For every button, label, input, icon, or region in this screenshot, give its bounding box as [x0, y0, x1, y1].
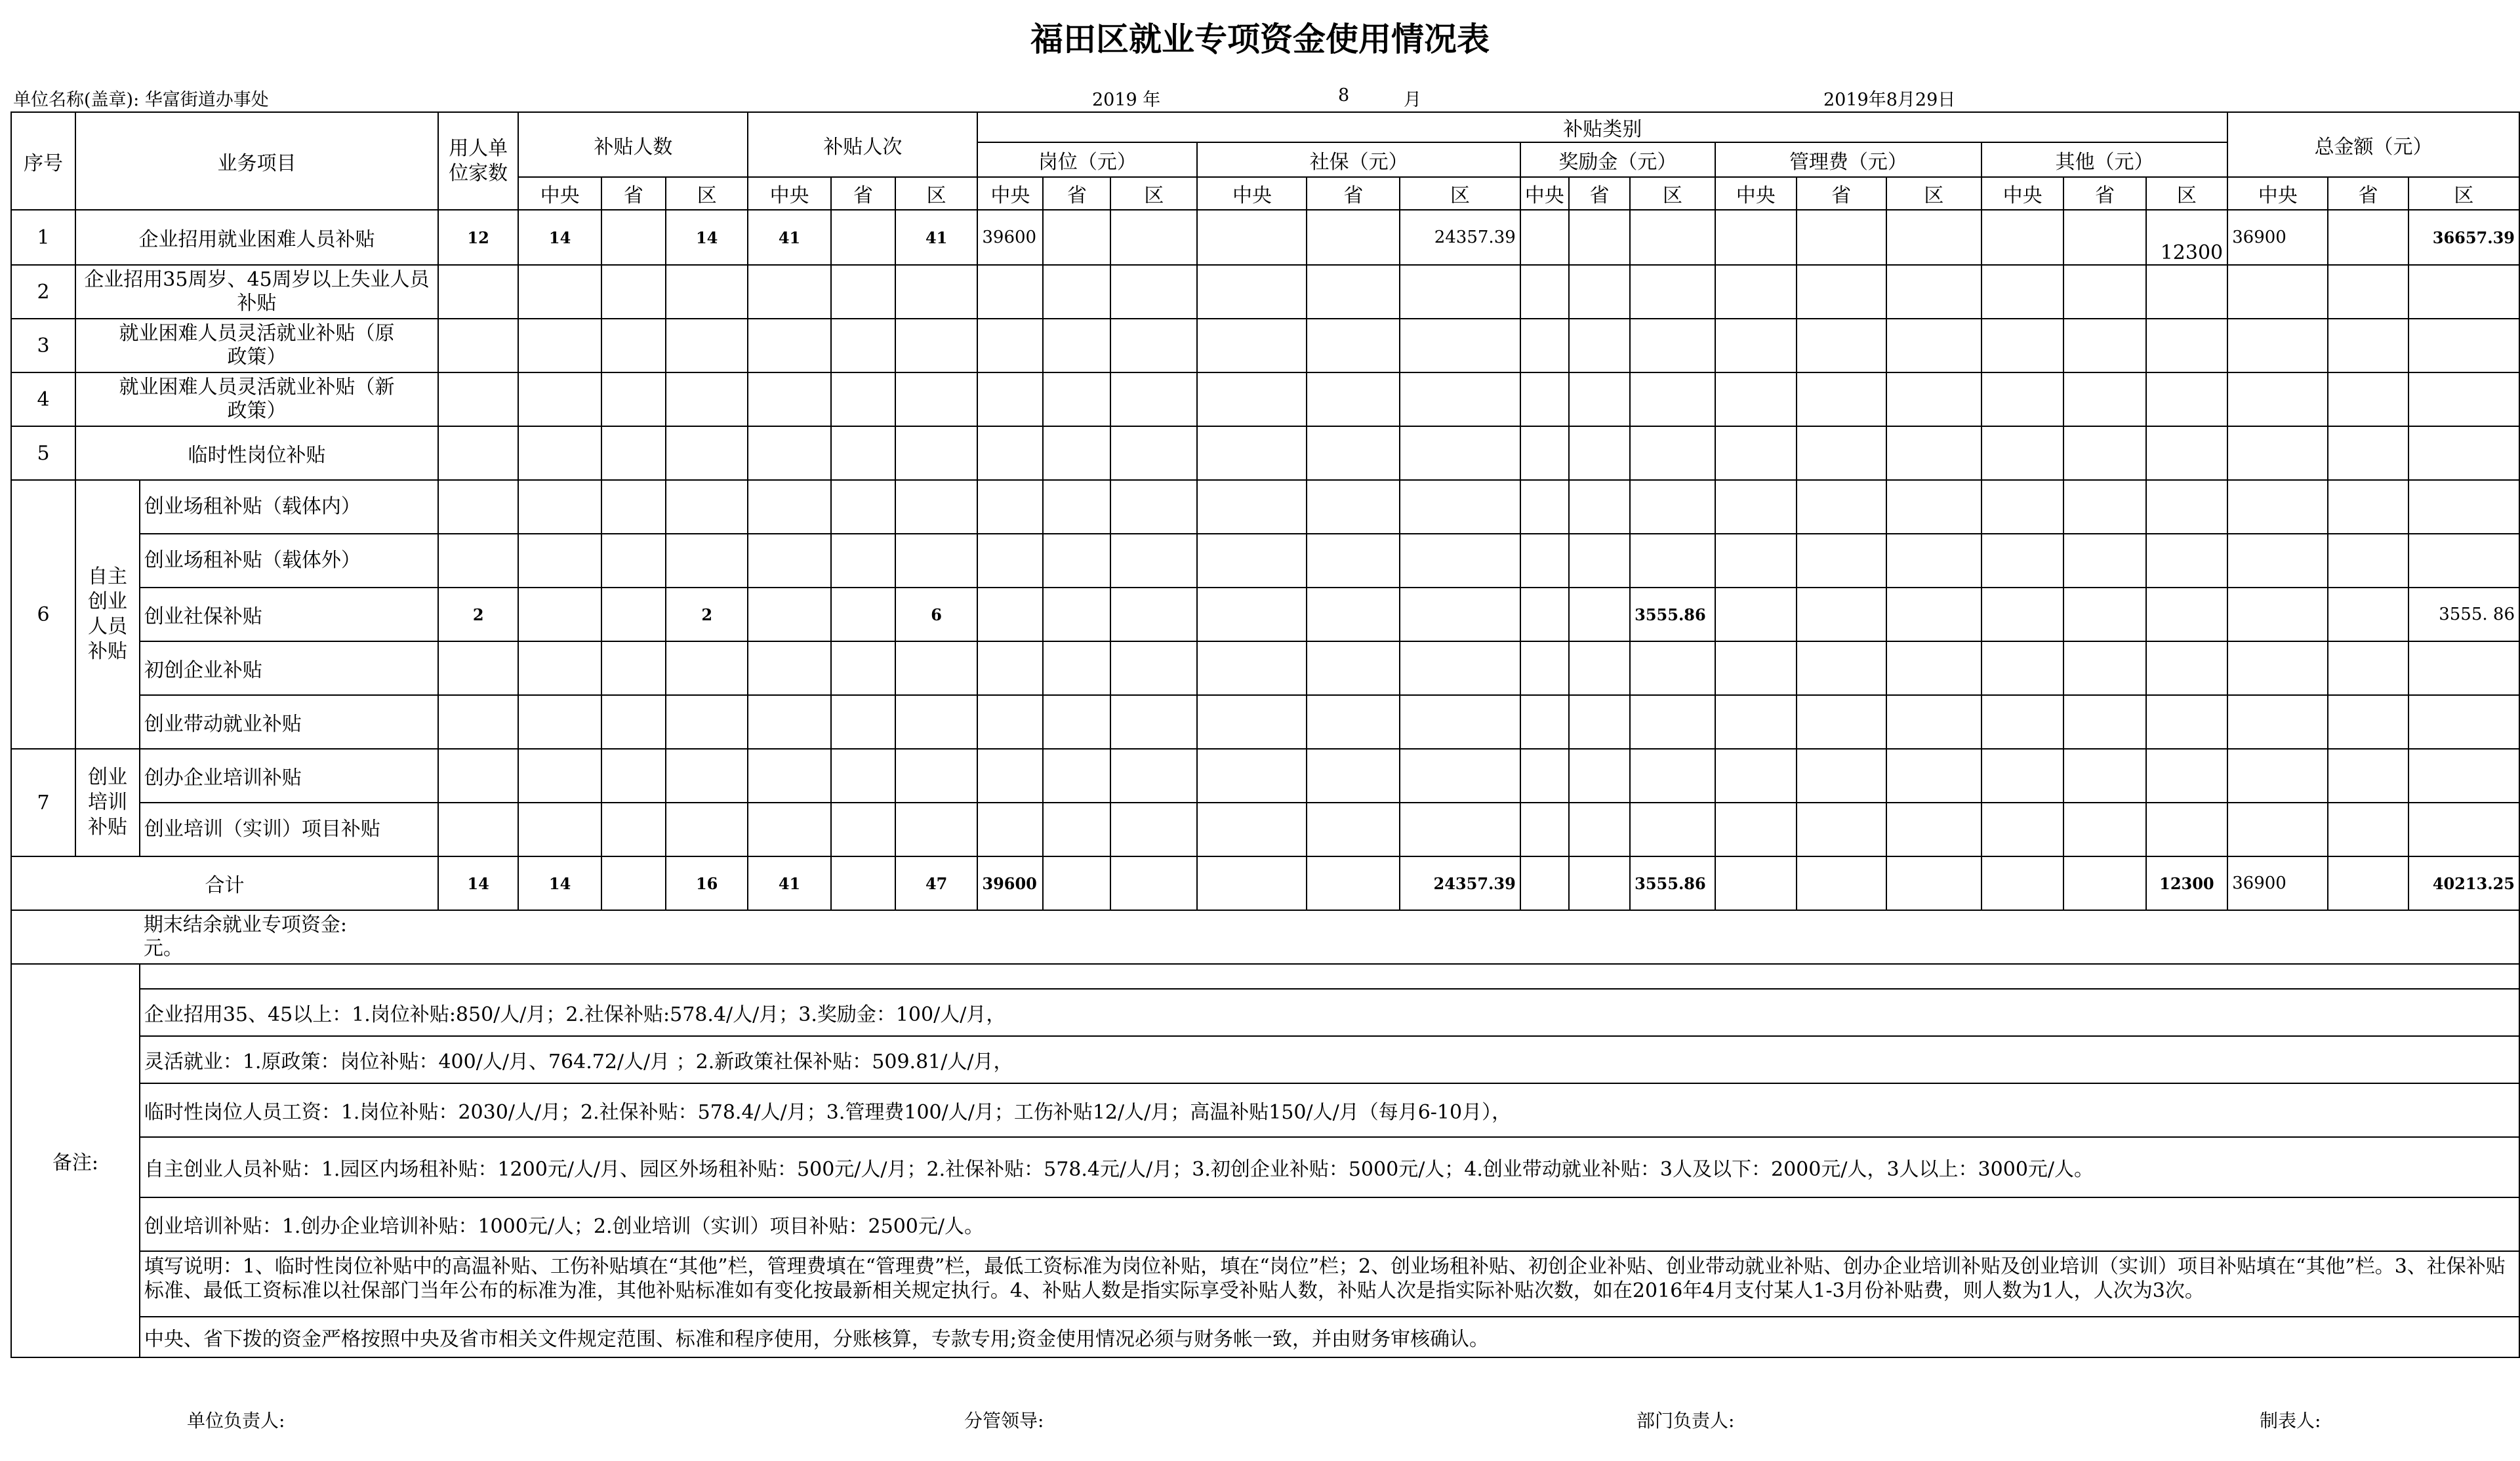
note-line: 创业培训补贴：1.创办企业培训补贴：1000元/人；2.创业培训（实训）项目补贴：2500元/人。: [140, 1197, 2519, 1251]
project-cell: 就业困难人员灵活就业补贴（原政策）: [75, 319, 438, 372]
hdr-province: 省: [1307, 177, 1400, 210]
maker-label: 制表人:: [2260, 1410, 2321, 1431]
total-central-cell: 36900: [2227, 856, 2328, 910]
hdr-central: 中央: [1981, 177, 2063, 210]
hdr-central: 中央: [1197, 177, 1307, 210]
other-district-cell: 12300: [2146, 856, 2228, 910]
hdr-seq: 序号: [11, 112, 75, 210]
table-row: [11, 426, 2519, 480]
hdr-project: 业务项目: [75, 112, 438, 210]
project-cell: 企业招用35周岁、45周岁以上失业人员补贴: [75, 265, 438, 319]
project-cell: 临时性岗位补贴: [75, 426, 438, 480]
report-date: 2019年8月29日: [1823, 90, 1956, 110]
total-district-cell: 3555. 86: [2408, 588, 2519, 641]
table-row: [11, 803, 2519, 856]
group-cell: 创业培训补贴: [75, 749, 140, 856]
sub-project-cell: 创业培训（实训）项目补贴: [140, 803, 438, 856]
balance-text: 期末结余就业专项资金: 元。: [143, 913, 347, 960]
hdr-central: 中央: [2227, 177, 2328, 210]
sub-project-cell: 创业带动就业补贴: [140, 695, 438, 749]
seq-cell: 2: [11, 265, 75, 319]
reward-district-cell: 3555.86: [1630, 856, 1715, 910]
times-central-cell: 41: [748, 856, 830, 910]
people-district-cell: 2: [666, 588, 748, 641]
hdr-province: 省: [1797, 177, 1886, 210]
note-line: 中央、省下拨的资金严格按照中央及省市相关文件规定范围、标准和程序使用，分账核算，专款专用;资金使用情况必须与财务帐一致，并由财务审核确认。: [140, 1317, 2519, 1357]
times-district-cell: 6: [895, 588, 977, 641]
table-row: [11, 641, 2519, 695]
times-central-cell: 41: [748, 210, 830, 265]
hdr-district: 区: [2408, 177, 2519, 210]
people-central-cell: 14: [518, 856, 601, 910]
hdr-central: 中央: [748, 177, 830, 210]
hdr-category: 补贴类别: [977, 112, 2227, 142]
dept-head-label: 部门负责人:: [1636, 1410, 1735, 1431]
employers-cell: 14: [438, 856, 519, 910]
notes-label: 备注:: [11, 964, 140, 1357]
people-district-cell: 16: [666, 856, 748, 910]
hdr-central: 中央: [1715, 177, 1797, 210]
table-row: [11, 372, 2519, 426]
hdr-social: 社保（元）: [1197, 142, 1520, 177]
balance-row: [11, 910, 2519, 964]
seq-cell: 4: [11, 372, 75, 426]
hdr-province: 省: [2328, 177, 2408, 210]
seq-cell: 6: [11, 480, 75, 749]
fund-usage-table: [10, 111, 2520, 1358]
table-row: [11, 695, 2519, 749]
hdr-province: 省: [601, 177, 666, 210]
hdr-district: 区: [2146, 177, 2228, 210]
hdr-district: 区: [1400, 177, 1520, 210]
note-line: 自主创业人员补贴：1.园区内场租补贴：1200元/人/月、园区外场租补贴：500元/人/月；2.社保补贴：578.4元/人/月；3.初创企业补贴：5000元/人；4.创业带动就业补贴：3人及以下：2000元/人，3人以上：3000元/人。: [140, 1137, 2519, 1197]
total-row: [11, 856, 2519, 910]
unit-name: 单位名称(盖章): 华富街道办事处: [13, 90, 269, 110]
table-row: [11, 480, 2519, 534]
post-central-cell: 39600: [977, 856, 1043, 910]
sub-project-cell: 创业社保补贴: [140, 588, 438, 641]
post-central-cell: 39600: [977, 210, 1043, 265]
table-row: [11, 265, 2519, 319]
hdr-district: 区: [895, 177, 977, 210]
social-district-cell: 24357.39: [1400, 856, 1520, 910]
hdr-central: 中央: [518, 177, 601, 210]
hdr-district: 区: [1630, 177, 1715, 210]
table-row: [11, 534, 2519, 588]
table-row: [11, 319, 2519, 372]
total-district-cell: 36657.39: [2408, 210, 2519, 265]
report-month-unit: 月: [1404, 90, 1421, 110]
seq-cell: 7: [11, 749, 75, 856]
reward-district-cell: 3555.86: [1630, 588, 1715, 641]
times-district-cell: 47: [895, 856, 977, 910]
people-central-cell: 14: [518, 210, 601, 265]
other-district-cell: 12300: [2146, 210, 2228, 265]
seq-cell: 3: [11, 319, 75, 372]
hdr-province: 省: [2063, 177, 2145, 210]
note-line: 企业招用35、45以上：1.岗位补贴:850/人/月；2.社保补贴:578.4/人/月；3.奖励金：100/人/月，: [140, 989, 2519, 1036]
seq-cell: 5: [11, 426, 75, 480]
total-label: 合计: [11, 856, 438, 910]
note-line: 灵活就业：1.原政策：岗位补贴：400/人/月、764.72/人/月 ；2.新政策社保补贴：509.81/人/月，: [140, 1036, 2519, 1083]
total-district-cell: 40213.25: [2408, 856, 2519, 910]
hdr-province: 省: [1569, 177, 1630, 210]
report-month: 8: [1338, 85, 1350, 106]
hdr-people: 补贴人数: [518, 112, 748, 177]
hdr-post: 岗位（元）: [977, 142, 1197, 177]
table-row: [11, 210, 2519, 265]
table-row: [11, 588, 2519, 641]
hdr-times: 补贴人次: [748, 112, 977, 177]
people-district-cell: 14: [666, 210, 748, 265]
note-instructions: 填写说明：1、临时性岗位补贴中的高温补贴、工伤补贴填在“其他”栏，管理费填在“管理费”栏，最低工资标准为岗位补贴，填在“岗位”栏；2、创业场租补贴、初创企业补贴、创业带动就业补贴、创办企业培训补贴及创业培训（实训）项目补贴填在“其他”栏。3、社保补贴标准、最低工资标准以社保部门当年公布的标准为准，其他补贴标准如有变化按最新相关规定执行。4、补贴人数是指实际享受补贴人数，补贴人次是指实际补贴次数，如在2016年4月支付某人1-3月份补贴费，则人数为1人，人次为3次。: [144, 1255, 2506, 1302]
sub-project-cell: 创业场租补贴（载体外）: [140, 534, 438, 588]
unit-head-label: 单位负责人:: [187, 1410, 285, 1431]
sub-project-cell: 创办企业培训补贴: [140, 749, 438, 803]
group-cell: 自主创业人员补贴: [75, 480, 140, 749]
hdr-district: 区: [1110, 177, 1197, 210]
note-line: 临时性岗位人员工资：1.岗位补贴：2030/人/月；2.社保补贴：578.4/人/月；3.管理费100/人/月；工伤补贴12/人/月；高温补贴150/人/月（每月6-10月），: [140, 1083, 2519, 1137]
social-district-cell: 24357.39: [1400, 210, 1520, 265]
sub-project-cell: 创业场租补贴（载体内）: [140, 480, 438, 534]
hdr-reward: 奖励金（元）: [1520, 142, 1715, 177]
leader-label: 分管领导:: [964, 1410, 1044, 1431]
hdr-total: 总金额（元）: [2227, 112, 2519, 177]
hdr-central: 中央: [977, 177, 1043, 210]
seq-cell: 1: [11, 210, 75, 265]
project-cell: 企业招用就业困难人员补贴: [75, 210, 438, 265]
total-central-cell: 36900: [2227, 210, 2328, 265]
sub-project-cell: 初创企业补贴: [140, 641, 438, 695]
employers-cell: 2: [438, 588, 519, 641]
hdr-province: 省: [1043, 177, 1110, 210]
project-cell: 就业困难人员灵活就业补贴（新政策）: [75, 372, 438, 426]
table-row: [11, 749, 2519, 803]
times-district-cell: 41: [895, 210, 977, 265]
report-year: 2019 年: [1092, 90, 1161, 110]
hdr-province: 省: [831, 177, 895, 210]
hdr-district: 区: [666, 177, 748, 210]
hdr-district: 区: [1886, 177, 1981, 210]
hdr-central: 中央: [1520, 177, 1569, 210]
hdr-other: 其他（元）: [1981, 142, 2227, 177]
page-title: 福田区就业专项资金使用情况表: [1030, 20, 1490, 58]
employers-cell: 12: [438, 210, 519, 265]
hdr-employers: 用人单位家数: [438, 112, 519, 210]
hdr-mgmt: 管理费（元）: [1715, 142, 1981, 177]
